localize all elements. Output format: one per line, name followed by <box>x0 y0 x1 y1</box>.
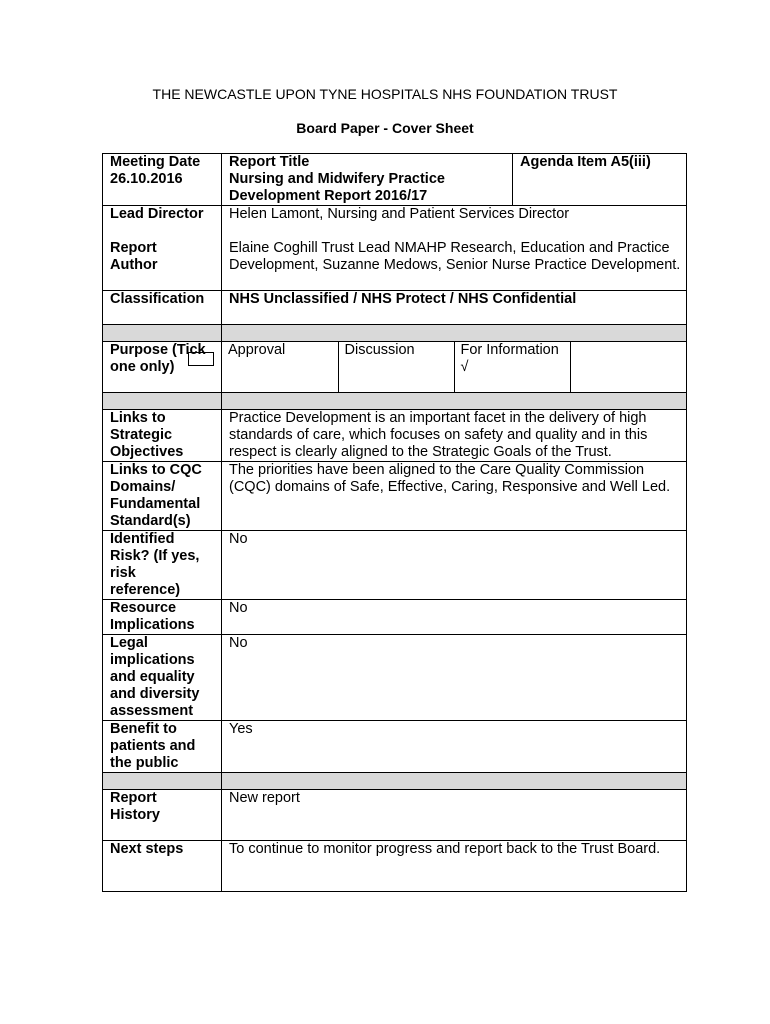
resource-label-1: Resource <box>110 600 177 616</box>
purpose-for-information-cell[interactable] <box>454 342 570 392</box>
row-next-steps <box>103 841 687 892</box>
risk-label-4: reference) <box>110 582 181 598</box>
report-title-label: Report Title <box>229 154 310 170</box>
strategic-label-1: Links to <box>110 410 166 426</box>
report-author-label-1: Report <box>110 240 157 256</box>
classification-label: Classification <box>103 291 222 325</box>
purpose-label-1: Purpose (Tick <box>110 342 206 358</box>
legal-label-3: and equality <box>110 669 195 685</box>
purpose-options-cell <box>222 342 687 393</box>
report-author-value: Elaine Coghill Trust Lead NMAHP Research, Education and Practice Development, Suzanne Medows, Senior Nurse Practice Development. <box>229 240 681 273</box>
report-title-cell <box>222 154 513 206</box>
grey-divider-2 <box>103 393 687 410</box>
strategic-label-cell <box>103 410 222 462</box>
grey-divider-1 <box>103 325 687 342</box>
purpose-for-information: For Information <box>460 342 559 358</box>
cover-sheet-title: Board Paper - Cover Sheet <box>296 120 474 136</box>
agenda-item: Agenda Item A5(iii) <box>513 154 687 206</box>
benefit-label-1: Benefit to <box>110 721 177 737</box>
history-label-2: History <box>110 807 160 823</box>
history-label-1: Report <box>110 790 157 806</box>
meeting-date-label: Meeting Date <box>110 154 201 170</box>
meeting-date-value: 26.10.2016 <box>110 171 183 187</box>
lead-author-label-cell <box>103 206 222 291</box>
next-steps-label: Next steps <box>103 841 222 892</box>
risk-label-1: Identified <box>110 531 175 547</box>
benefit-label-2: patients and <box>110 738 196 754</box>
row-history <box>103 790 687 841</box>
row-purpose <box>103 342 687 393</box>
lead-author-value-cell <box>222 206 687 291</box>
cqc-label-4: Standard(s) <box>110 513 191 529</box>
row-risk <box>103 531 687 600</box>
purpose-label-2: one only) <box>110 359 175 375</box>
strategic-label-2: Strategic <box>110 427 173 443</box>
row-resource <box>103 600 687 635</box>
row-benefit <box>103 721 687 773</box>
benefit-value: Yes <box>222 721 687 773</box>
benefit-label-cell <box>103 721 222 773</box>
purpose-empty <box>570 342 687 392</box>
report-author-label-2: Author <box>110 257 158 273</box>
report-title-line1: Nursing and Midwifery Practice <box>229 171 445 187</box>
tick-mark: √ <box>460 359 469 375</box>
row-meeting <box>103 154 687 206</box>
row-classification <box>103 291 687 325</box>
strategic-label-3: Objectives <box>110 444 184 460</box>
cqc-value: The priorities have been aligned to the Care Quality Commission (CQC) domains of Safe, Effective, Caring, Responsive and Well Led. <box>222 462 687 531</box>
row-strategic <box>103 410 687 462</box>
cover-sheet-table <box>102 153 687 892</box>
cqc-label-cell <box>103 462 222 531</box>
purpose-options <box>222 342 687 392</box>
risk-label-2: Risk? (If yes, <box>110 548 200 564</box>
cqc-label-3: Fundamental <box>110 496 201 512</box>
grey-divider-3 <box>103 773 687 790</box>
legal-label-4: and diversity <box>110 686 200 702</box>
next-steps-value: To continue to monitor progress and report back to the Trust Board. <box>222 841 687 892</box>
row-cqc <box>103 462 687 531</box>
purpose-approval[interactable]: Approval <box>222 342 338 392</box>
legal-value: No <box>222 635 687 721</box>
strategic-value: Practice Development is an important facet in the delivery of high standards of care, which focuses on safety and quality and in this respect is clearly aligned to the Strategic Goals of the Trust. <box>222 410 687 462</box>
benefit-label-3: the public <box>110 755 179 771</box>
risk-label-3: risk <box>110 565 136 581</box>
purpose-discussion[interactable]: Discussion <box>338 342 454 392</box>
purpose-label-cell <box>103 342 222 393</box>
legal-label-5: assessment <box>110 703 194 719</box>
classification-value: NHS Unclassified / NHS Protect / NHS Confidential <box>222 291 687 325</box>
legal-label-1: Legal <box>110 635 148 651</box>
cqc-label-2: Domains/ <box>110 479 176 495</box>
trust-name: THE NEWCASTLE UPON TYNE HOSPITALS NHS FOUNDATION TRUST <box>152 86 618 102</box>
checkbox-icon <box>188 352 214 366</box>
resource-label-cell <box>103 600 222 635</box>
legal-label-cell <box>103 635 222 721</box>
meeting-date-cell <box>103 154 222 206</box>
report-title-line2: Development Report 2016/17 <box>229 188 428 204</box>
cqc-label-1: Links to CQC <box>110 462 202 478</box>
lead-director-label: Lead Director <box>110 206 204 222</box>
risk-value: No <box>222 531 687 600</box>
lead-director-value: Helen Lamont, Nursing and Patient Services Director <box>229 206 570 222</box>
history-value: New report <box>222 790 687 841</box>
resource-value: No <box>222 600 687 635</box>
row-legal <box>103 635 687 721</box>
row-lead-and-author <box>103 206 687 291</box>
resource-label-2: Implications <box>110 617 195 633</box>
legal-label-2: implications <box>110 652 195 668</box>
history-label-cell <box>103 790 222 841</box>
risk-label-cell <box>103 531 222 600</box>
